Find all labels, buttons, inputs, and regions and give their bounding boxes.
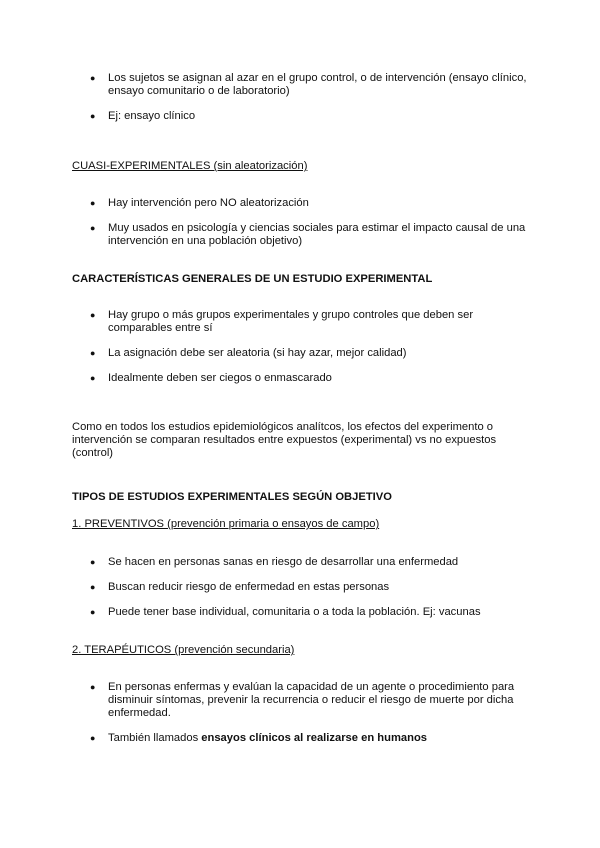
bullet-list-caracteristicas [90,309,490,385]
section-heading-tipos: TIPOS DE ESTUDIOS EXPERIMENTALES SEGÚN OBJETIVO [72,491,392,503]
subsection-heading-terapeuticos: 2. TERAPÉUTICOS (prevención secundaria) [72,644,295,656]
bullet-list-terapeuticos [90,681,520,745]
list-item: ● La asignación debe ser aleatoria (si hay azar, mejor calidad) [90,347,490,360]
list-item: ● Muy usados en psicología y ciencias sociales para estimar el impacto causal de una intervención en una población objetivo) [90,222,540,248]
list-item: ● Buscan reducir riesgo de enfermedad en estas personas [90,581,540,594]
list-item: ● Hay intervención pero NO aleatorización [90,197,540,210]
bullet-list-asignacion [90,72,540,123]
list-item: ● Puede tener base individual, comunitaria o a toda la población. Ej: vacunas [90,606,540,619]
list-item: ● Los sujetos se asignan al azar en el grupo control, o de intervención (ensayo clínico, ensayo comunitario o de laboratorio) [90,72,540,98]
list-item [90,732,520,745]
list-item-text: También llamados [108,732,202,744]
paragraph-comparacion: Como en todos los estudios epidemiológicos analítcos, los efectos del experimento o intervención se comparan resultados entre expuestos (experimental) vs no expuestos (control) [72,421,497,459]
bullet-list-preventivos [90,556,540,619]
bullet-list-cuasi [90,197,540,248]
subsection-heading-preventivos: 1. PREVENTIVOS (prevención primaria o ensayos de campo) [72,518,380,530]
bold-emphasis: ensayos clínicos al realizarse en humanos [201,732,427,744]
section-heading-caracteristicas: CARACTERÍSTICAS GENERALES DE UN ESTUDIO EXPERIMENTAL [72,273,433,285]
list-item: ● En personas enfermas y evalúan la capacidad de un agente o procedimiento para disminuir síntomas, prevenir la recurrencia o reducir el riesgo de muerte por dicha enfermedad. [90,681,520,720]
list-item: ● Idealmente deben ser ciegos o enmascarado [90,372,490,385]
section-heading-cuasi: CUASI-EXPERIMENTALES (sin aleatorización) [72,160,308,172]
list-item: ● Ej: ensayo clínico [90,110,540,123]
list-item: ● Se hacen en personas sanas en riesgo de desarrollar una enfermedad [90,556,540,569]
list-item: ● Hay grupo o más grupos experimentales y grupo controles que deben ser comparables entre sí [90,309,490,335]
